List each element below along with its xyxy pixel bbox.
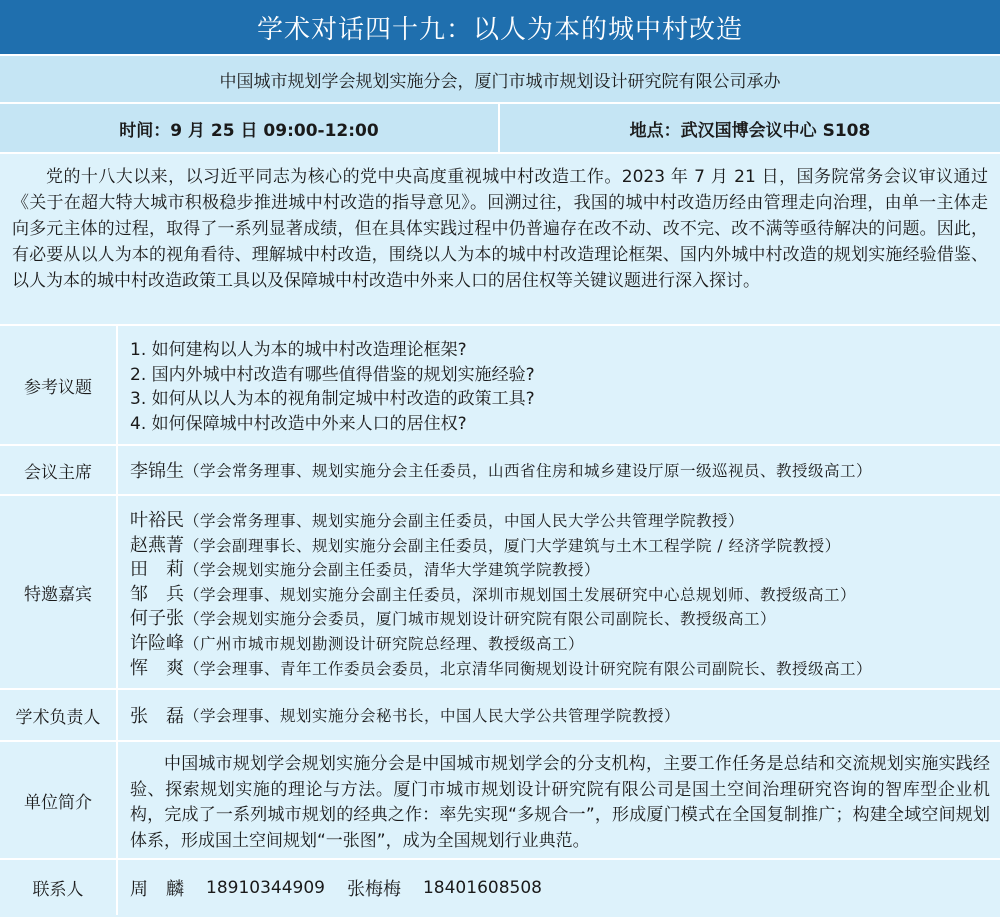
topic-item: 1. 如何建构以人为本的城中村改造理论框架? bbox=[130, 340, 467, 360]
contact-phone: 18401608508 bbox=[422, 877, 542, 898]
guest-item bbox=[130, 583, 1000, 608]
guest-desc: （学会常务理事、规划实施分会副主任委员，中国人民大学公共管理学院教授） bbox=[184, 512, 745, 530]
contact-label: 联系人 bbox=[0, 860, 118, 915]
guest-desc: （学会规划实施分会委员，厦门城市规划设计研究院有限公司副院长、教授级高工） bbox=[184, 610, 777, 629]
guest-item bbox=[130, 558, 1000, 583]
unit-text: 中国城市规划学会规划实施分会是中国城市规划学会的分支机构，主要工作任务是总结和交流规划实施实践经验、探索规划实施的理论与方法。厦门市城市规划设计研究院有限公司是国土空间治理研究咨询的智库型企业机构，完成了一系列城市规划的经典之作：率先实现“多规合一”，形成厦门模式在全国复制推广；构建全域空间规划体系，形成国土空间规划“一张图”，成为全国规划行业典范。 bbox=[130, 754, 990, 851]
lead-content bbox=[118, 690, 1000, 740]
topics-list bbox=[118, 326, 1000, 444]
guest-name: 邹 兵 bbox=[130, 583, 184, 605]
guests-row bbox=[0, 496, 1000, 690]
guests-label: 特邀嘉宾 bbox=[0, 496, 118, 688]
chair-name: 李锦生 bbox=[130, 461, 184, 482]
guest-item bbox=[130, 534, 1000, 559]
guest-name: 赵燕菁 bbox=[130, 534, 184, 556]
unit-label: 单位简介 bbox=[0, 742, 118, 858]
guest-name: 何子张 bbox=[130, 608, 184, 630]
guest-item bbox=[130, 657, 1000, 682]
topic-item: 2. 国内外城中村改造有哪些值得借鉴的规划实施经验? bbox=[130, 364, 535, 385]
guest-name: 叶裕民 bbox=[130, 510, 184, 531]
time-cell bbox=[0, 104, 500, 152]
contact-content bbox=[118, 860, 1000, 915]
lead-row bbox=[0, 690, 1000, 742]
place-cell bbox=[500, 104, 1000, 152]
chair-content bbox=[118, 446, 1000, 494]
organizer-text: 中国城市规划学会规划实施分会，厦门市城市规划设计研究院有限公司承办 bbox=[219, 71, 781, 92]
contact-name: 张梅梅 bbox=[346, 878, 401, 900]
topics-label: 参考议题 bbox=[0, 326, 118, 444]
intro-paragraph: 党的十八大以来，以习近平同志为核心的党中央高度重视城中村改造工作。2023 年 7 月 21 日，国务院常务会议审议通过《关于在超大特大城市积极稳步推进城中村改造的指导意见》。回溯过往，我国的城中村改造历经由管理走向治理，由单一主体走向多元主体的过程，取得了一系列显著成绩，但在具体实践过程中仍普遍存在改不动、改不完、改不满等亟待解决的问题。因此，有必要从以人为本的视角看待、理解城中村改造，围绕以人为本的城中村改造理论框架、国内外城中村改造的规划实施经验借鉴、以人为本的城中村改造政策工具以及保障城中村改造中外来人口的居住权等关键议题进行深入探讨。 bbox=[0, 154, 1000, 326]
guest-name: 恽 爽 bbox=[130, 657, 184, 679]
guest-name: 田 莉 bbox=[130, 559, 184, 581]
guests-list bbox=[118, 496, 1000, 688]
topics-row bbox=[0, 326, 1000, 446]
topic-item: 3. 如何从以人为本的视角制定城中村改造的政策工具? bbox=[130, 389, 535, 409]
guest-desc: （学会理事、青年工作委员会委员，北京清华同衡规划设计研究院有限公司副院长、教授级高工） bbox=[184, 659, 873, 678]
topic-item: 4. 如何保障城中村改造中外来人口的居住权? bbox=[130, 413, 467, 434]
chair-row bbox=[0, 446, 1000, 496]
contact-phone: 18910344909 bbox=[206, 877, 325, 898]
chair-desc: （学会常务理事、规划实施分会主任委员，山西省住房和城乡建设厅原一级巡视员、教授级高工） bbox=[184, 462, 873, 480]
contact-name: 周 麟 bbox=[130, 878, 184, 900]
guest-item bbox=[130, 632, 1000, 657]
unit-row bbox=[0, 742, 1000, 860]
time-place-row bbox=[0, 104, 1000, 154]
time-text: 时间：9 月 25 日 09:00-12:00 bbox=[119, 120, 379, 141]
guest-name: 许险峰 bbox=[130, 632, 184, 654]
guest-desc: （广州市城市规划勘测设计研究院总经理、教授级高工） bbox=[184, 634, 585, 653]
lead-name: 张 磊 bbox=[130, 706, 184, 727]
guest-desc: （学会理事、规划实施分会副主任委员，深圳市规划国土发展研究中心总规划师、教授级高工） bbox=[184, 585, 857, 604]
guest-item bbox=[130, 607, 1000, 632]
guest-desc: （学会规划实施分会副主任委员，清华大学建筑学院教授） bbox=[184, 561, 601, 580]
guest-item bbox=[130, 509, 1000, 534]
title-bar bbox=[0, 0, 1000, 56]
guest-desc: （学会副理事长、规划实施分会副主任委员，厦门大学建筑与土木工程学院 / 经济学院教授） bbox=[184, 536, 841, 555]
place-text: 地点：武汉国博会议中心 S108 bbox=[629, 120, 871, 141]
chair-label: 会议主席 bbox=[0, 446, 118, 494]
lead-label: 学术负责人 bbox=[0, 690, 118, 740]
lead-desc: （学会理事、规划实施分会秘书长，中国人民大学公共管理学院教授） bbox=[184, 707, 681, 725]
contact-row bbox=[0, 860, 1000, 915]
page-title: 学术对话四十九：以人为本的城中村改造 bbox=[256, 14, 743, 45]
organizer-row bbox=[0, 56, 1000, 104]
